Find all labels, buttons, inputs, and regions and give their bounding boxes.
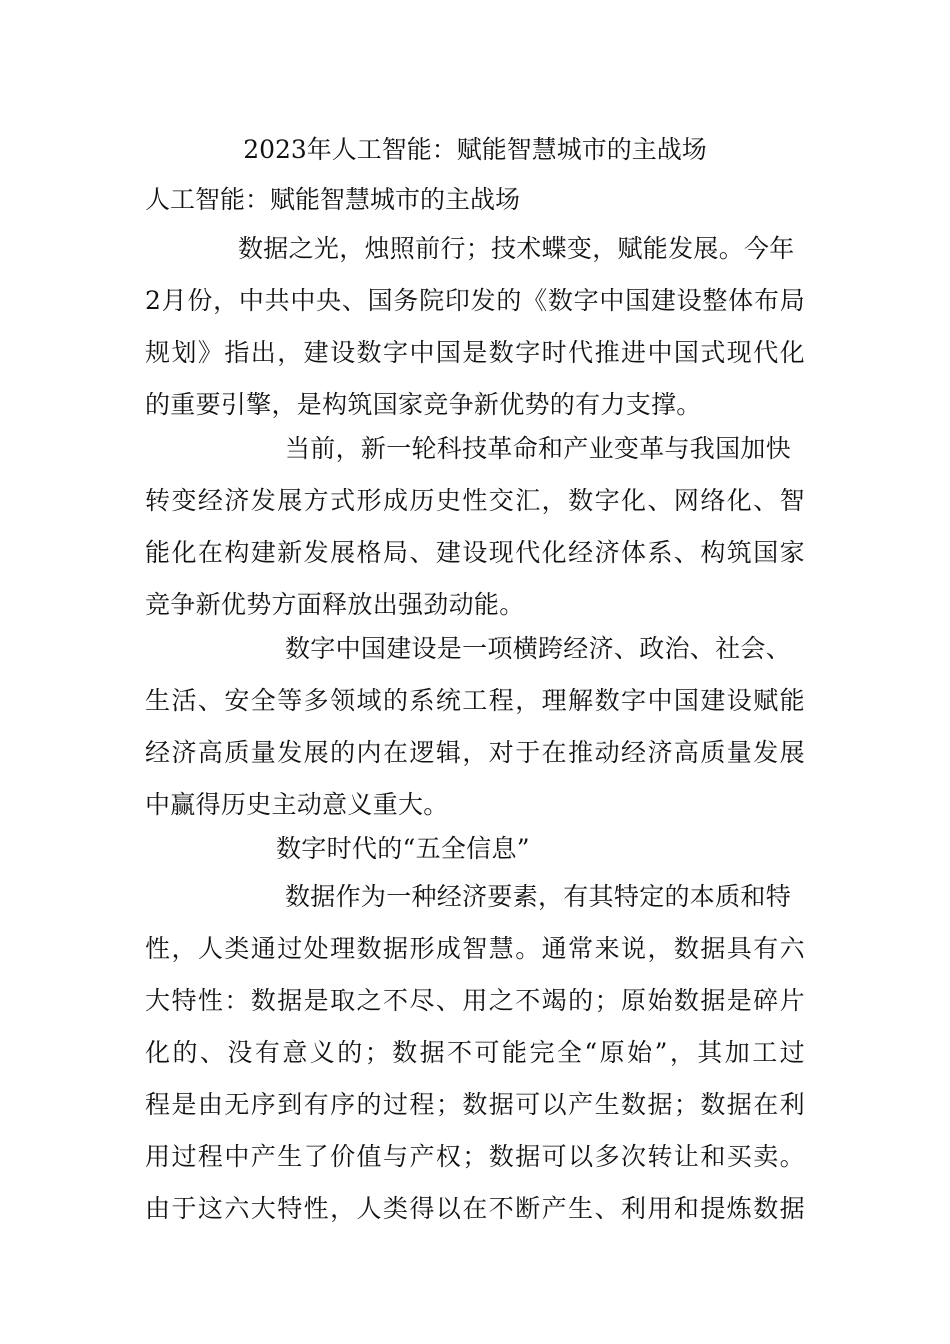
paragraph-line: 中赢得历史主动意义重大。 <box>145 790 449 819</box>
paragraph-line: 转变经济发展方式形成历史性交汇，数字化、网络化、智 <box>145 486 805 515</box>
paragraph-line: 2月份，中共中央、国务院印发的《数字中国建设整体布局 <box>145 286 805 315</box>
paragraph-line: 当前，新一轮科技革命和产业变革与我国加快 <box>285 434 792 463</box>
paragraph-line: 竞争新优势方面释放出强劲动能。 <box>145 590 525 619</box>
paragraph-line: 规划》指出，建设数字中国是数字时代推进中国式现代化 <box>145 338 805 367</box>
document-subtitle: 人工智能：赋能智慧城市的主战场 <box>145 185 521 214</box>
paragraph-line: 数据之光，烛照前行；技术蝶变，赋能发展。今年 <box>238 234 795 263</box>
paragraph-line: 数据作为一种经济要素，有其特定的本质和特 <box>285 882 792 911</box>
paragraph-line: 大特性：数据是取之不尽、用之不竭的；原始数据是碎片 <box>145 986 805 1015</box>
paragraph-line: 程是由无序到有序的过程；数据可以产生数据；数据在利 <box>145 1090 805 1119</box>
paragraph-line: 能化在构建新发展格局、建设现代化经济体系、构筑国家 <box>145 538 805 567</box>
paragraph-line: 性，人类通过处理数据形成智慧。通常来说，数据具有六 <box>145 934 805 963</box>
document-title: 2023年人工智能：赋能智慧城市的主战场 <box>243 135 707 164</box>
section-heading: 数字时代的“五全信息” <box>276 834 530 863</box>
paragraph-line: 生活、安全等多领域的系统工程，理解数字中国建设赋能 <box>145 686 805 715</box>
paragraph-line: 的重要引擎，是构筑国家竞争新优势的有力支撑。 <box>145 390 702 419</box>
paragraph-line: 经济高质量发展的内在逻辑，对于在推动经济高质量发展 <box>145 738 805 767</box>
paragraph-line: 由于这六大特性，人类得以在不断产生、利用和提炼数据 <box>145 1194 805 1223</box>
paragraph-line: 数字中国建设是一项横跨经济、政治、社会、 <box>285 634 792 663</box>
paragraph-line: 化的、没有意义的；数据不可能完全“原始”，其加工过 <box>145 1038 805 1067</box>
paragraph-line: 用过程中产生了价值与产权；数据可以多次转让和买卖。 <box>145 1142 805 1171</box>
